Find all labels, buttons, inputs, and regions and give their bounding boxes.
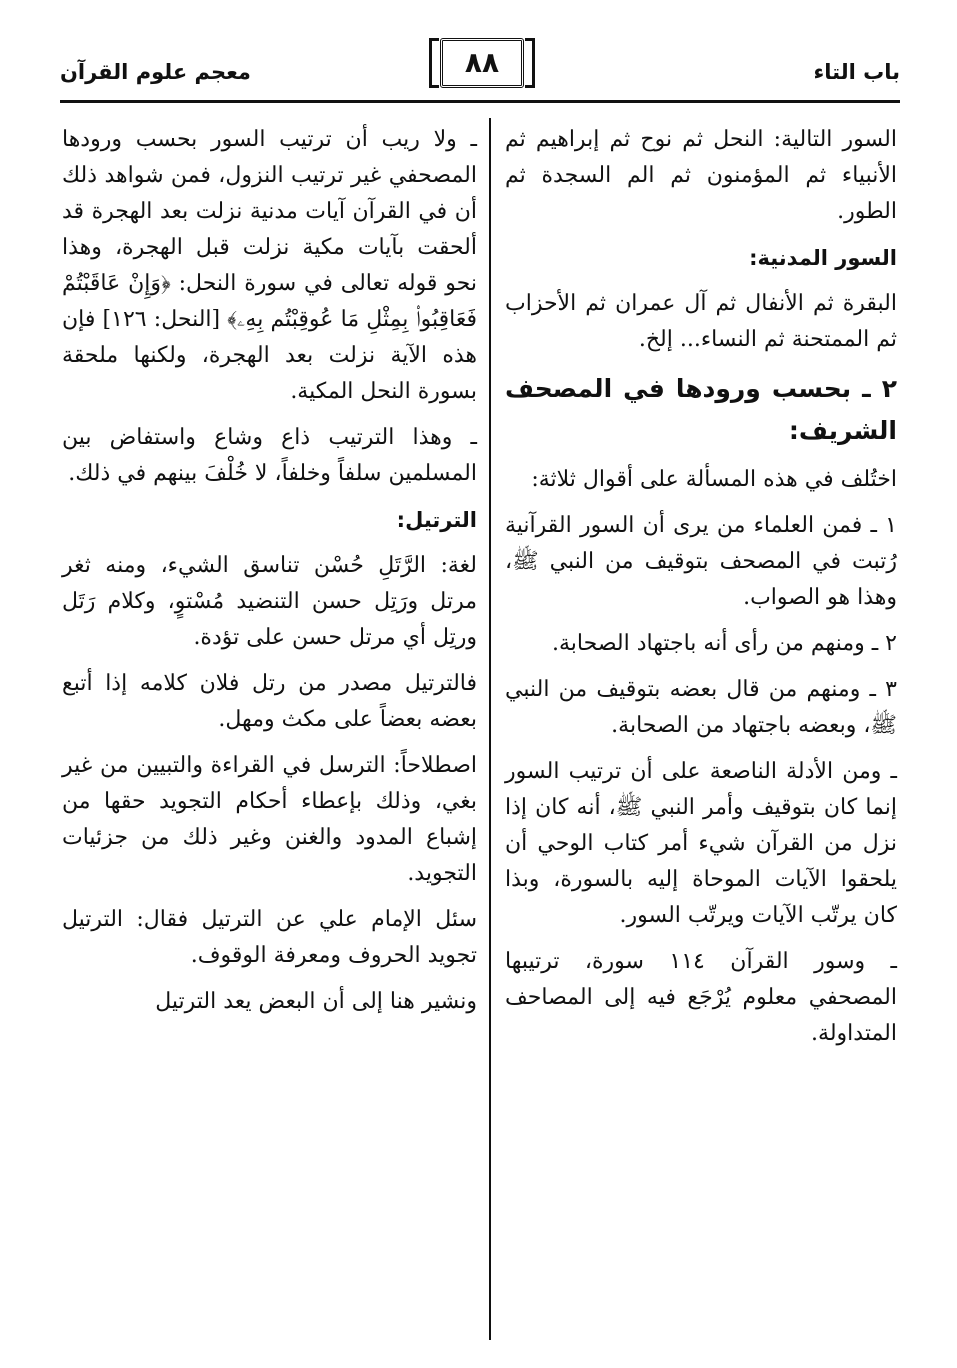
- paragraph: ونشير هنا إلى أن البعض يعد الترتيل: [155, 989, 477, 1014]
- paragraph: ـ ومن الأدلة الناصعة على أن ترتيب السور إنما كان بتوقيف وأمر النبي ﷺ، أنه كان إذا نزل من القرآن شيء أمر كتاب الوحي أن يلحقوا الآيات الموحاة إليه بالسورة، وبذا كان يرتّب الآيات ويرتّب السور.: [505, 759, 897, 928]
- paragraph: ـ وسور القرآن ١١٤ سورة، ترتيبها المصحفي معلوم يُرْجَع فيه إلى المصاحف المتداولة.: [505, 949, 898, 1046]
- section-heading: ٢ ـ بحسب ورودها في المصحف الشريف:: [505, 374, 897, 445]
- paragraph: ١ ـ فمن العلماء من يرى أن السور القرآنية رُتبت في المصحف بتوقيف من النبي ﷺ، وهذا هو الصواب.: [505, 513, 897, 610]
- paragraph: اصطلاحاً: الترسل في القراءة والتبيين من غير بغي، وذلك بإعطاء أحكام التجويد حقها من إشباع المدود والغنن وغير ذلك من جزئيات التجويد.: [62, 753, 477, 886]
- paragraph: سئل الإمام علي عن الترتيل فقال: الترتيل تجويد الحروف ومعرفة الوقوف.: [62, 907, 477, 968]
- section-heading: الترتيل:: [396, 508, 477, 532]
- paragraph: السور التالية: النحل ثم نوح ثم إبراهيم ثم الأنبياء ثم المؤمنون ثم الم السجدة ثم الطور.: [505, 127, 897, 224]
- paragraph: لغة: الرَّتَلِ حُسْن تناسق الشيء، ومنه ثغر مرتل ورَتِل حسن التنضيد مُسْتوٍ، وكلام رَتَل ورتِل أي مرتل حسن على تؤدة.: [62, 553, 477, 650]
- paragraph: اختُلف في هذه المسألة على أقوال ثلاثة:: [531, 467, 897, 492]
- book-title: معجم علوم القرآن: [60, 60, 251, 84]
- paragraph: ـ ولا ريب أن ترتيب السور بحسب ورودها المصحفي غير ترتيب النزول، فمن شواهد ذلك أن في القرآن آيات مدنية نزلت بعد الهجرة قد ألحقت بآيات مكية نزلت قبل الهجرة، وهذا نحو قوله تعالى في سورة النحل: ﴿وَإِنْ عَاقَبْتُمْ فَعَاقِبُوا۟ بِمِثْلِ مَا عُوقِبْتُم بِهِۦ﴾ [النحل: ١٢٦] فإن هذه الآية نزلت بعد الهجرة، ولكنها ملحقة بسورة النحل المكية.: [62, 127, 478, 404]
- paragraph: البقرة ثم الأنفال ثم آل عمران ثم الأحزاب ثم الممتحنة ثم النساء... إلخ.: [505, 291, 897, 352]
- paragraph: فالترتيل مصدر من رتل فلان كلامه إذا أتبع بعضه بعضاً على مكث ومهل.: [62, 671, 477, 732]
- page-number: ٨٨: [440, 38, 524, 88]
- header-divider: [60, 100, 900, 103]
- right-column: [505, 122, 897, 1062]
- section-heading: السور المدنية:: [749, 246, 897, 270]
- paragraph: ٣ ـ ومنهم من قال بعضه بتوقيف من النبي ﷺ، وبعضه باجتهاد من الصحابة.: [505, 677, 897, 738]
- left-column: [62, 122, 477, 1030]
- paragraph: ـ وهذا الترتيب ذاع وشاع واستفاض بين المسلمين سلفاً وخلفاً، لا خُلْفَ بينهم في ذلك.: [62, 425, 477, 486]
- paragraph: ٢ ـ ومنهم من رأى أنه باجتهاد الصحابة.: [552, 631, 897, 656]
- column-divider: [489, 118, 491, 1340]
- chapter-title: باب التاء: [813, 60, 900, 84]
- page-header: [60, 38, 900, 98]
